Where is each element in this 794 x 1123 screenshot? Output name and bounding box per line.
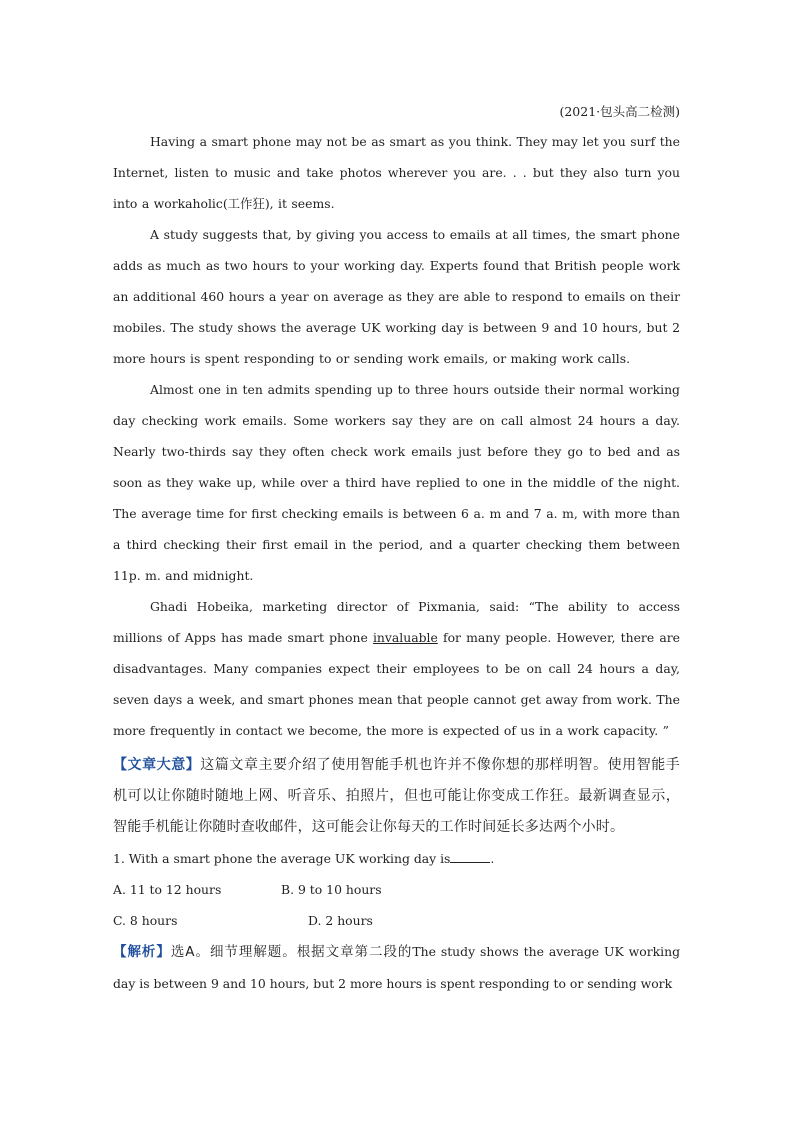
options-row-2 [113,905,680,936]
paragraph-1 [113,126,680,219]
analysis-en-text: The study shows the average UK working day is between 9 and 10 hours, but 2 more hours is spent responding to or sending work [113,944,681,991]
paragraph-1-text: Having a smart phone may not be as smart as you think. They may let you surf the Internet, listen to music and take photos wherever you are. . . but they also turn you into a workaholic(工作狂), it seems. [113,134,680,211]
source-note: (2021·包头高二检测) [559,104,680,119]
underlined-word: invaluable [372,630,438,645]
option-d: D. 2 hours [308,913,373,928]
paragraph-2-text: A study suggests that, by giving you access to emails at all times, the smart phone adds as much as two hours to your working day. Experts found that British people work an additional 460 hours a year on average as they are able to respond to emails on their mobiles. The study shows the average UK working day is between 9 and 10 hours, but 2 more hours is spent responding to or sending work emails, or making work calls. [113,227,680,366]
question-stem-text: 1. With a smart phone the average UK working day is [113,851,451,866]
paragraph-4 [113,591,680,746]
paragraph-4-text-start: Ghadi Hobeika, marketing director of Pixmania, said: “The ability to access millions of Apps has made smart phone [113,599,680,645]
option-b: B. 9 to 10 hours [281,882,382,897]
paragraph-3-text: Almost one in ten admits spending up to three hours outside their normal working day checking work emails. Some workers say they are on call almost 24 hours a day. Nearly two-thirds say they often check work emails just before they go to bed and as soon as they wake up, while over a third have replied to one in the middle of the night. The average time for first checking emails is between 6 a. m and 7 a. m, with more than a third checking their first email in the period, and a quarter checking them between 11p. m. and midnight. [113,382,680,583]
analysis-label: 【解析】 [113,944,171,960]
paragraph-3 [113,374,680,591]
analysis [113,936,680,999]
question-stem-end: . [490,851,495,866]
option-a: A. 11 to 12 hours [113,882,222,897]
summary-label: 【文章大意】 [113,757,201,773]
analysis-cn-text: 选A。细节理解题。根据文章第二段的 [170,944,413,960]
summary-text: 这篇文章主要介绍了使用智能手机也许并不像你想的那样明智。使用智能手机可以让你随时随地上网、听音乐、拍照片，但也可能让你变成工作狂。最新调查显示，智能手机能让你随时查收邮件，这可能会让你每天的工作时间延长多达两个小时。 [113,757,681,835]
answer-blank [450,850,490,863]
question-stem [113,843,680,874]
option-c: C. 8 hours [113,913,178,928]
paragraph-4-text-end: for many people. However, there are disadvantages. Many companies expect their employees to be on call 24 hours a day, seven days a week, and smart phones mean that people cannot get away from work. The more frequently in contact we become, the more is expected of us in a work capacity. ” [113,630,680,738]
document-page [113,100,680,999]
options-row-1 [113,874,680,905]
paragraph-2 [113,219,680,374]
article-summary [113,750,680,843]
